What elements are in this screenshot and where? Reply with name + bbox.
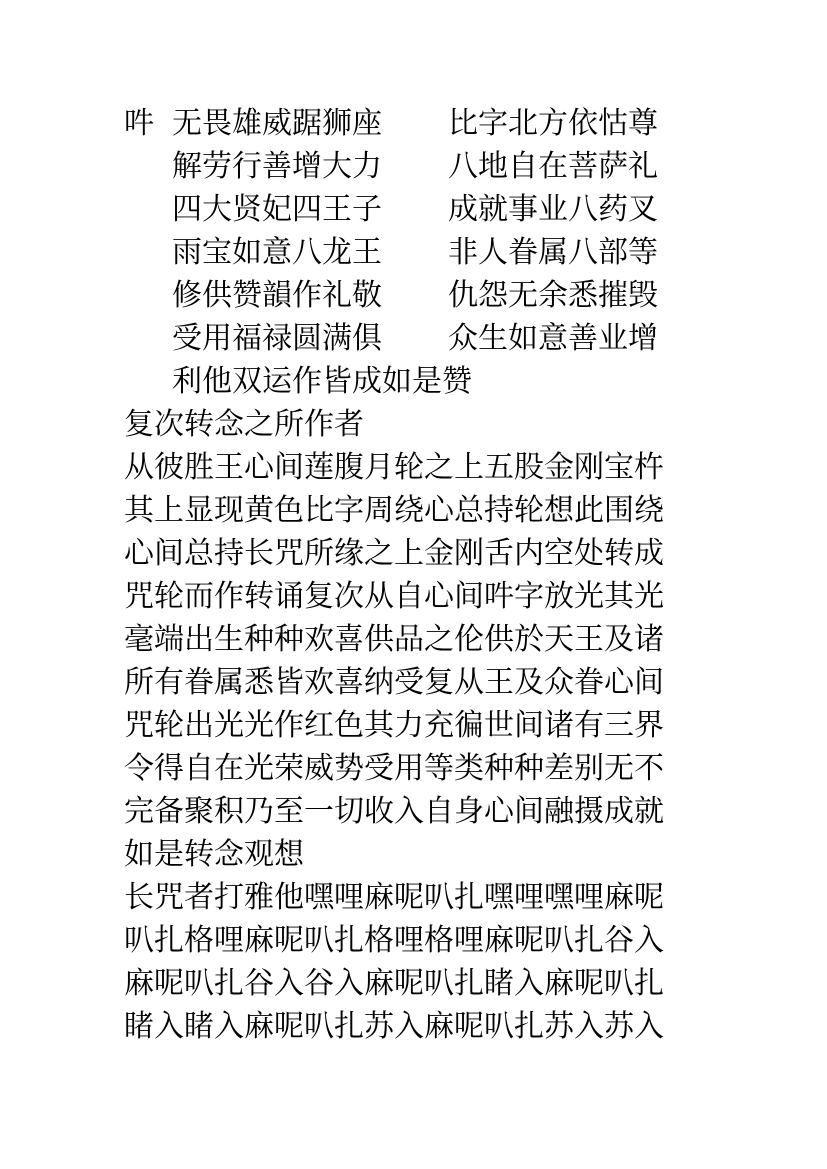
text-line: 从彼胜王心间莲腹月轮之上五股金刚宝杵 bbox=[124, 450, 664, 485]
verse-closing-line: 利他双运作皆成如是赞 bbox=[172, 364, 472, 399]
text-line: 完备聚积乃至一切收入自身心间融摄成就 bbox=[124, 794, 664, 829]
verse-line-left: 修供赞韻作礼敬 bbox=[172, 278, 382, 313]
verse-line-left: 四大贤妃四王子 bbox=[172, 192, 382, 227]
verse-line-right: 仇怨无余悉摧毁 bbox=[448, 278, 658, 313]
text-line: 其上显现黄色比字周绕心总持轮想此围绕 bbox=[124, 493, 664, 528]
verse-line-left: 无畏雄威踞狮座 bbox=[172, 106, 382, 141]
text-line: 毫端出生种种欢喜供品之伦供於天王及诸 bbox=[124, 622, 664, 657]
verse-line-left: 解劳行善增大力 bbox=[172, 149, 382, 184]
text-line: 心间总持长咒所缘之上金刚舌内空处转成 bbox=[124, 536, 664, 571]
text-line: 咒轮而作转诵复次从自心间吽字放光其光 bbox=[124, 579, 664, 614]
verse-line-right: 众生如意善业增 bbox=[448, 321, 658, 356]
text-line: 咒轮出光光作红色其力充徧世间诸有三界 bbox=[124, 708, 664, 743]
verse-line-right: 非人眷属八部等 bbox=[448, 235, 658, 270]
verse-line-right: 比字北方依怙尊 bbox=[448, 106, 658, 141]
verse-line-right: 八地自在菩萨礼 bbox=[448, 149, 658, 184]
text-line: 所有眷属悉皆欢喜纳受复从王及众眷心间 bbox=[124, 665, 664, 700]
verse-marker: 吽 bbox=[124, 106, 154, 141]
text-line: 麻呢叭扎谷入谷入麻呢叭扎睹入麻呢叭扎 bbox=[124, 966, 664, 1001]
text-line: 长咒者打雅他嘿哩麻呢叭扎嘿哩嘿哩麻呢 bbox=[124, 880, 664, 915]
text-line: 叭扎格哩麻呢叭扎格哩格哩麻呢叭扎谷入 bbox=[124, 923, 664, 958]
text-line: 复次转念之所作者 bbox=[124, 407, 364, 442]
text-line: 如是转念观想 bbox=[124, 837, 304, 872]
text-line: 令得自在光荣威势受用等类种种差别无不 bbox=[124, 751, 664, 786]
verse-line-left: 雨宝如意八龙王 bbox=[172, 235, 382, 270]
verse-line-right: 成就事业八药叉 bbox=[448, 192, 658, 227]
text-line: 睹入睹入麻呢叭扎苏入麻呢叭扎苏入苏入 bbox=[124, 1009, 664, 1044]
verse-line-left: 受用福禄圆满俱 bbox=[172, 321, 382, 356]
